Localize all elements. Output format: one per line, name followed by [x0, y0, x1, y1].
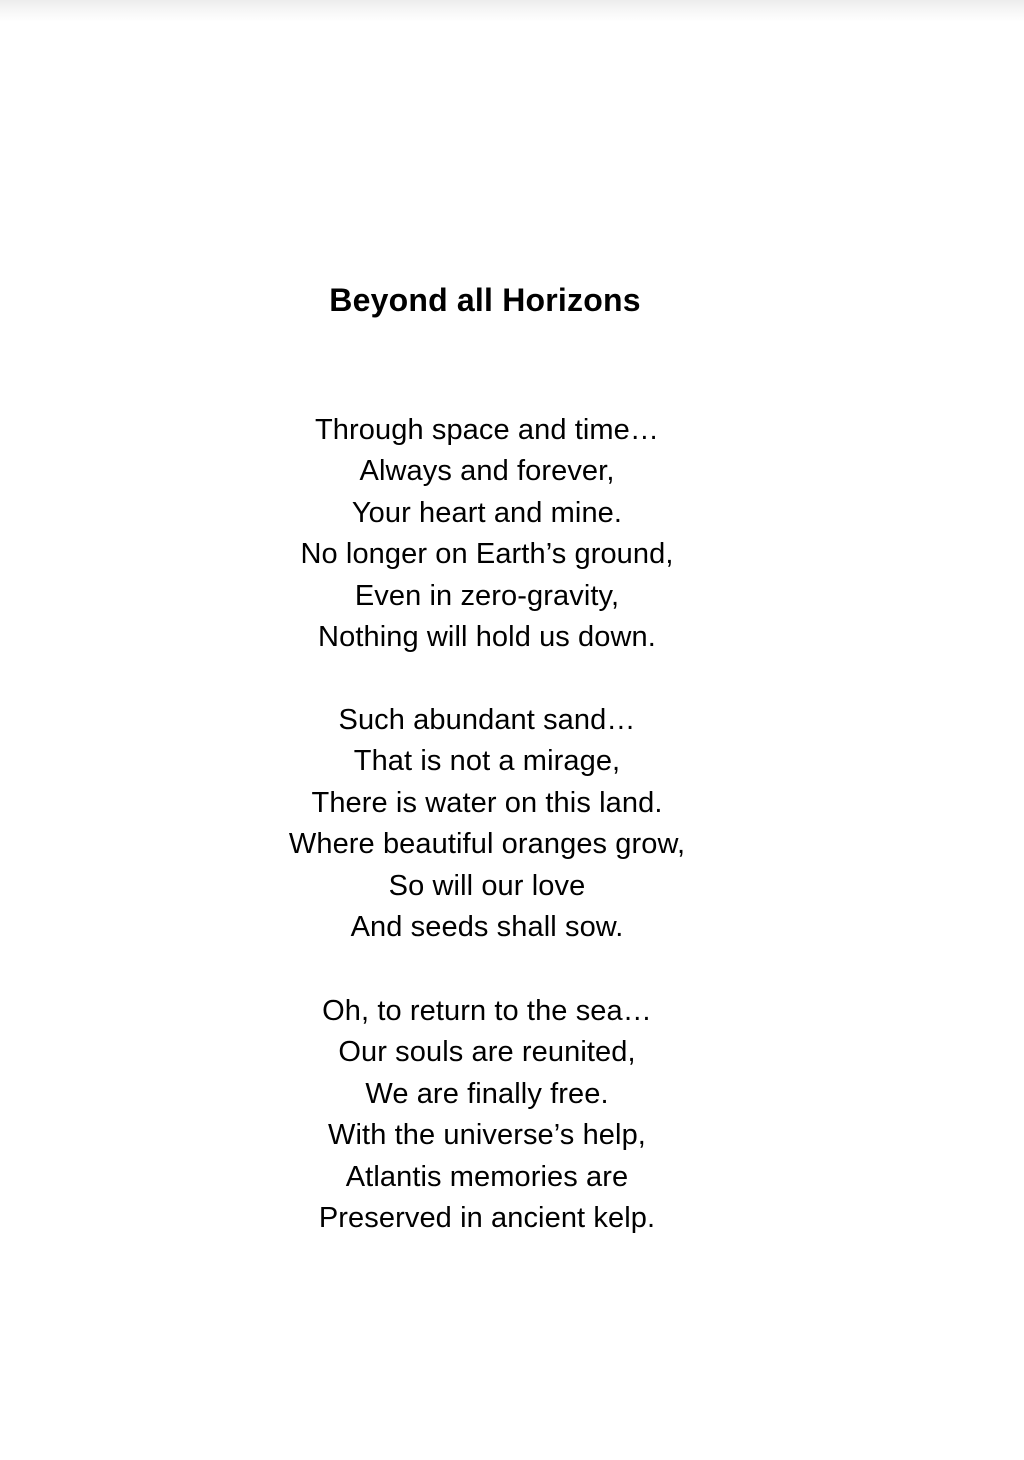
stanza-2: [0, 700, 974, 948]
poem-line: Even in zero-gravity,: [354, 579, 620, 612]
poem-title: Beyond all Horizons: [329, 282, 641, 318]
poem-line: So will our love: [388, 869, 586, 902]
poem-line: Our souls are reunited,: [338, 1036, 636, 1069]
poem-line: Through space and time…: [314, 414, 660, 446]
poem-line: No longer on Earth’s ground,: [300, 538, 674, 571]
poem-line: Preserved in ancient kelp.: [318, 1201, 656, 1234]
poem-line: Oh, to return to the sea…: [322, 995, 652, 1027]
poem-line: That is not a mirage,: [353, 745, 621, 778]
stanza-1: [0, 410, 974, 658]
poem-line: Such abundant sand…: [338, 704, 636, 736]
poem-line: Always and forever,: [359, 455, 615, 488]
poem-line: With the universe’s help,: [328, 1119, 646, 1152]
poem-line: Nothing will hold us down.: [318, 620, 656, 653]
stanza-3: [0, 991, 974, 1239]
poem-line: Your heart and mine.: [351, 496, 623, 529]
poem-line: And seeds shall sow.: [350, 910, 624, 943]
poem-line: Atlantis memories are: [345, 1160, 629, 1193]
poem-line: There is water on this land.: [311, 786, 663, 819]
poem-line: Where beautiful oranges grow,: [288, 828, 686, 861]
poem-line: We are finally free.: [365, 1077, 609, 1110]
